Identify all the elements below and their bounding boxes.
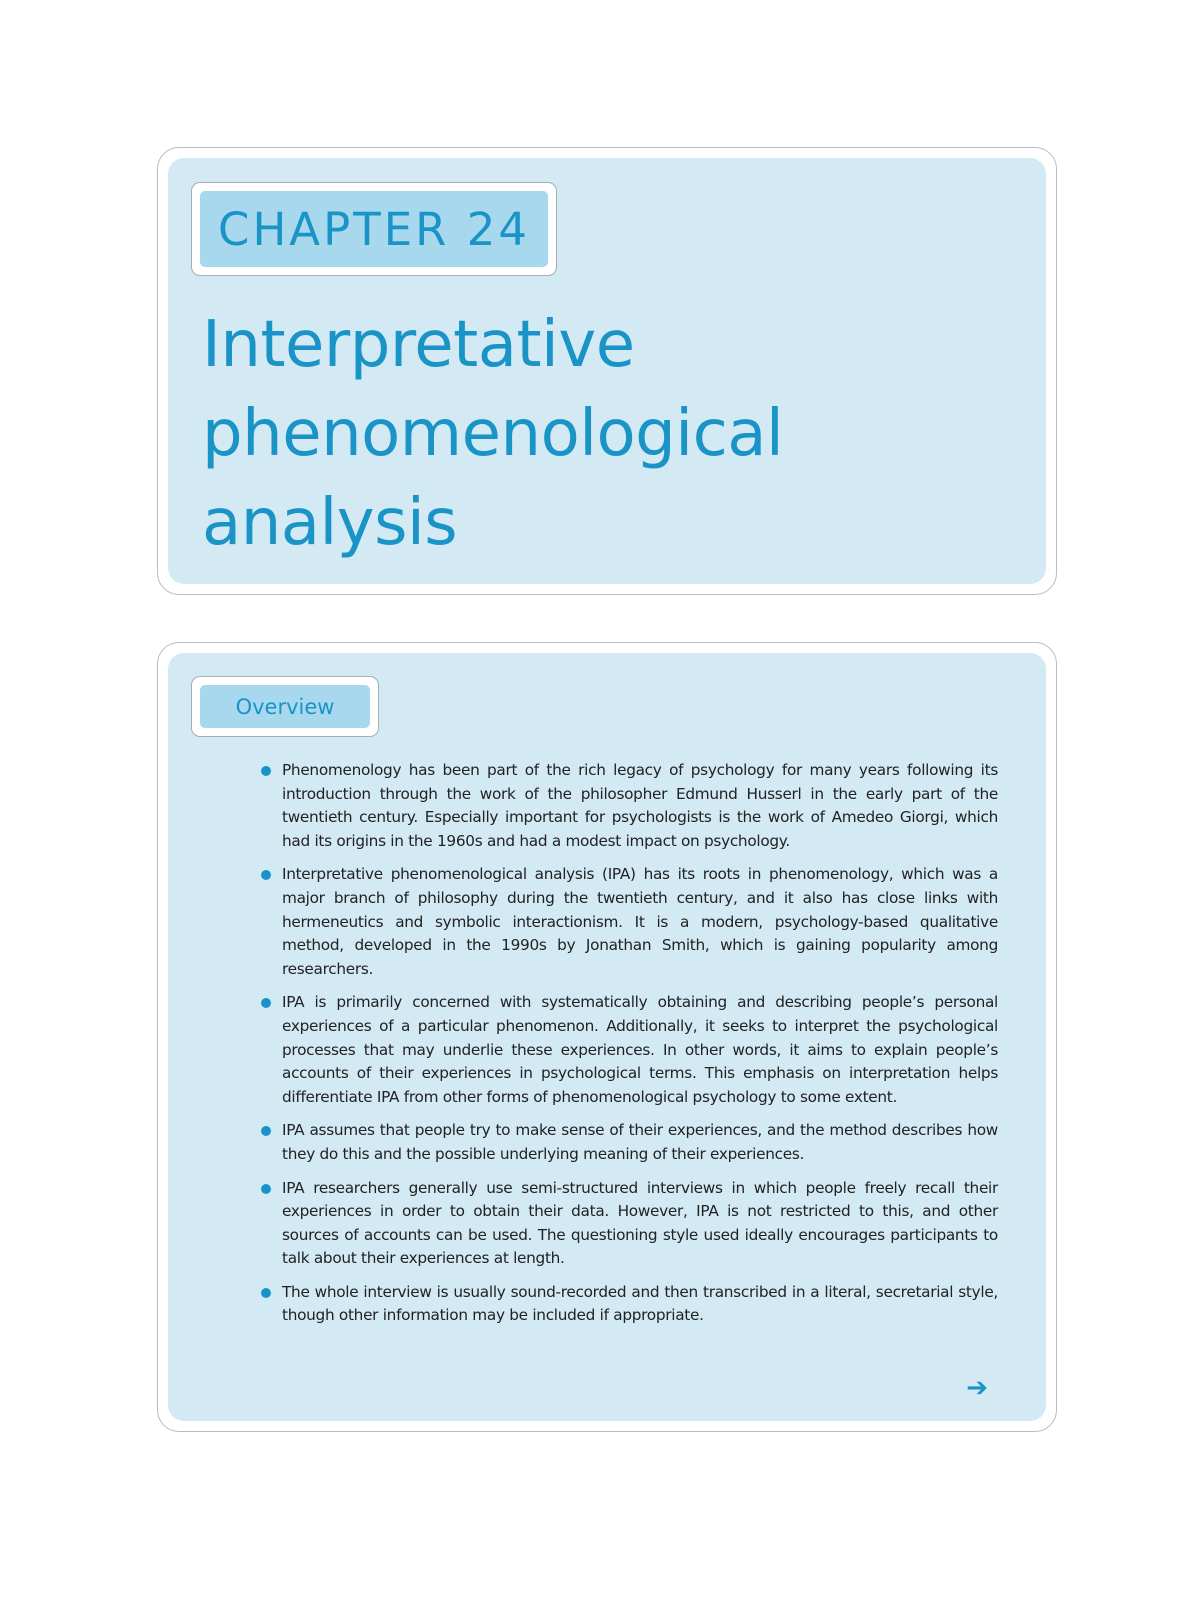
overview-bullet-item [258,863,998,981]
chapter-number-label: CHAPTER 24 [218,202,530,256]
chapter-title-line-3: analysis [202,486,458,560]
overview-bullet-item [258,991,998,1109]
bullet-dot-icon [261,1126,271,1136]
bullet-dot-icon [261,766,271,776]
bullet-dot-icon [261,870,271,880]
overview-bullet-item [258,1281,998,1328]
chapter-title-line-2: phenomenological [202,397,784,471]
overview-bullet-text: IPA researchers generally use semi-structured interviews in which people freely recall their experiences in order to obtain their data. However, IPA is not restricted to this, and other sources of accounts can be used. The questioning style used ideally encourages participants to talk about their experiences at length. [282,1178,998,1268]
overview-bullet-item [258,759,998,853]
arrow-right-icon: ➔ [966,1373,988,1403]
chapter-title [202,301,783,568]
overview-bullet-text: The whole interview is usually sound-recorded and then transcribed in a literal, secretarial style, though other information may be included if appropriate. [282,1282,998,1325]
chapter-number-tab [191,182,557,276]
bullet-dot-icon [261,998,271,1008]
chapter-title-panel [157,147,1057,595]
overview-panel [157,642,1057,1432]
overview-bullet-item [258,1119,998,1166]
overview-tab [191,676,379,737]
overview-panel-fill [168,653,1046,1421]
chapter-title-panel-fill [168,158,1046,584]
overview-heading: Overview [235,694,335,719]
bullet-dot-icon [261,1184,271,1194]
chapter-title-line-1: Interpretative [202,308,635,382]
overview-tab-fill [200,685,370,728]
overview-bullet-text: IPA is primarily concerned with systematically obtaining and describing people’s personal experiences of a particular phenomenon. Additionally, it seeks to interpret the psychological processes that may underlie these experiences. In other words, it aims to explain people’s accounts of their experiences in psychological terms. This emphasis on interpretation helps differentiate IPA from other forms of phenomenological psychology to some extent. [282,993,998,1106]
overview-bullet-item [258,1177,998,1271]
overview-bullet-text: Interpretative phenomenological analysis (IPA) has its roots in phenomenology, which was a major branch of philosophy during the twentieth century, and it also has close links with hermeneutics and symbolic interactionism. It is a modern, psychology-based qualitative method, developed in the 1990s by Jonathan Smith, which is gaining popularity among researchers. [282,865,998,978]
overview-bullet-text: IPA assumes that people try to make sense of their experiences, and the method describes how they do this and the possible underlying meaning of their experiences. [282,1121,998,1163]
chapter-number-tab-fill [200,191,548,267]
bullet-dot-icon [261,1288,271,1298]
overview-bullet-list [258,759,998,1338]
overview-bullet-text: Phenomenology has been part of the rich legacy of psychology for many years following its introduction through the work of the philosopher Edmund Husserl in the early part of the twentieth century. Especially important for psychologists is the work of Amedeo Giorgi, which had its origins in the 1960s and had a modest impact on psychology. [282,761,998,850]
